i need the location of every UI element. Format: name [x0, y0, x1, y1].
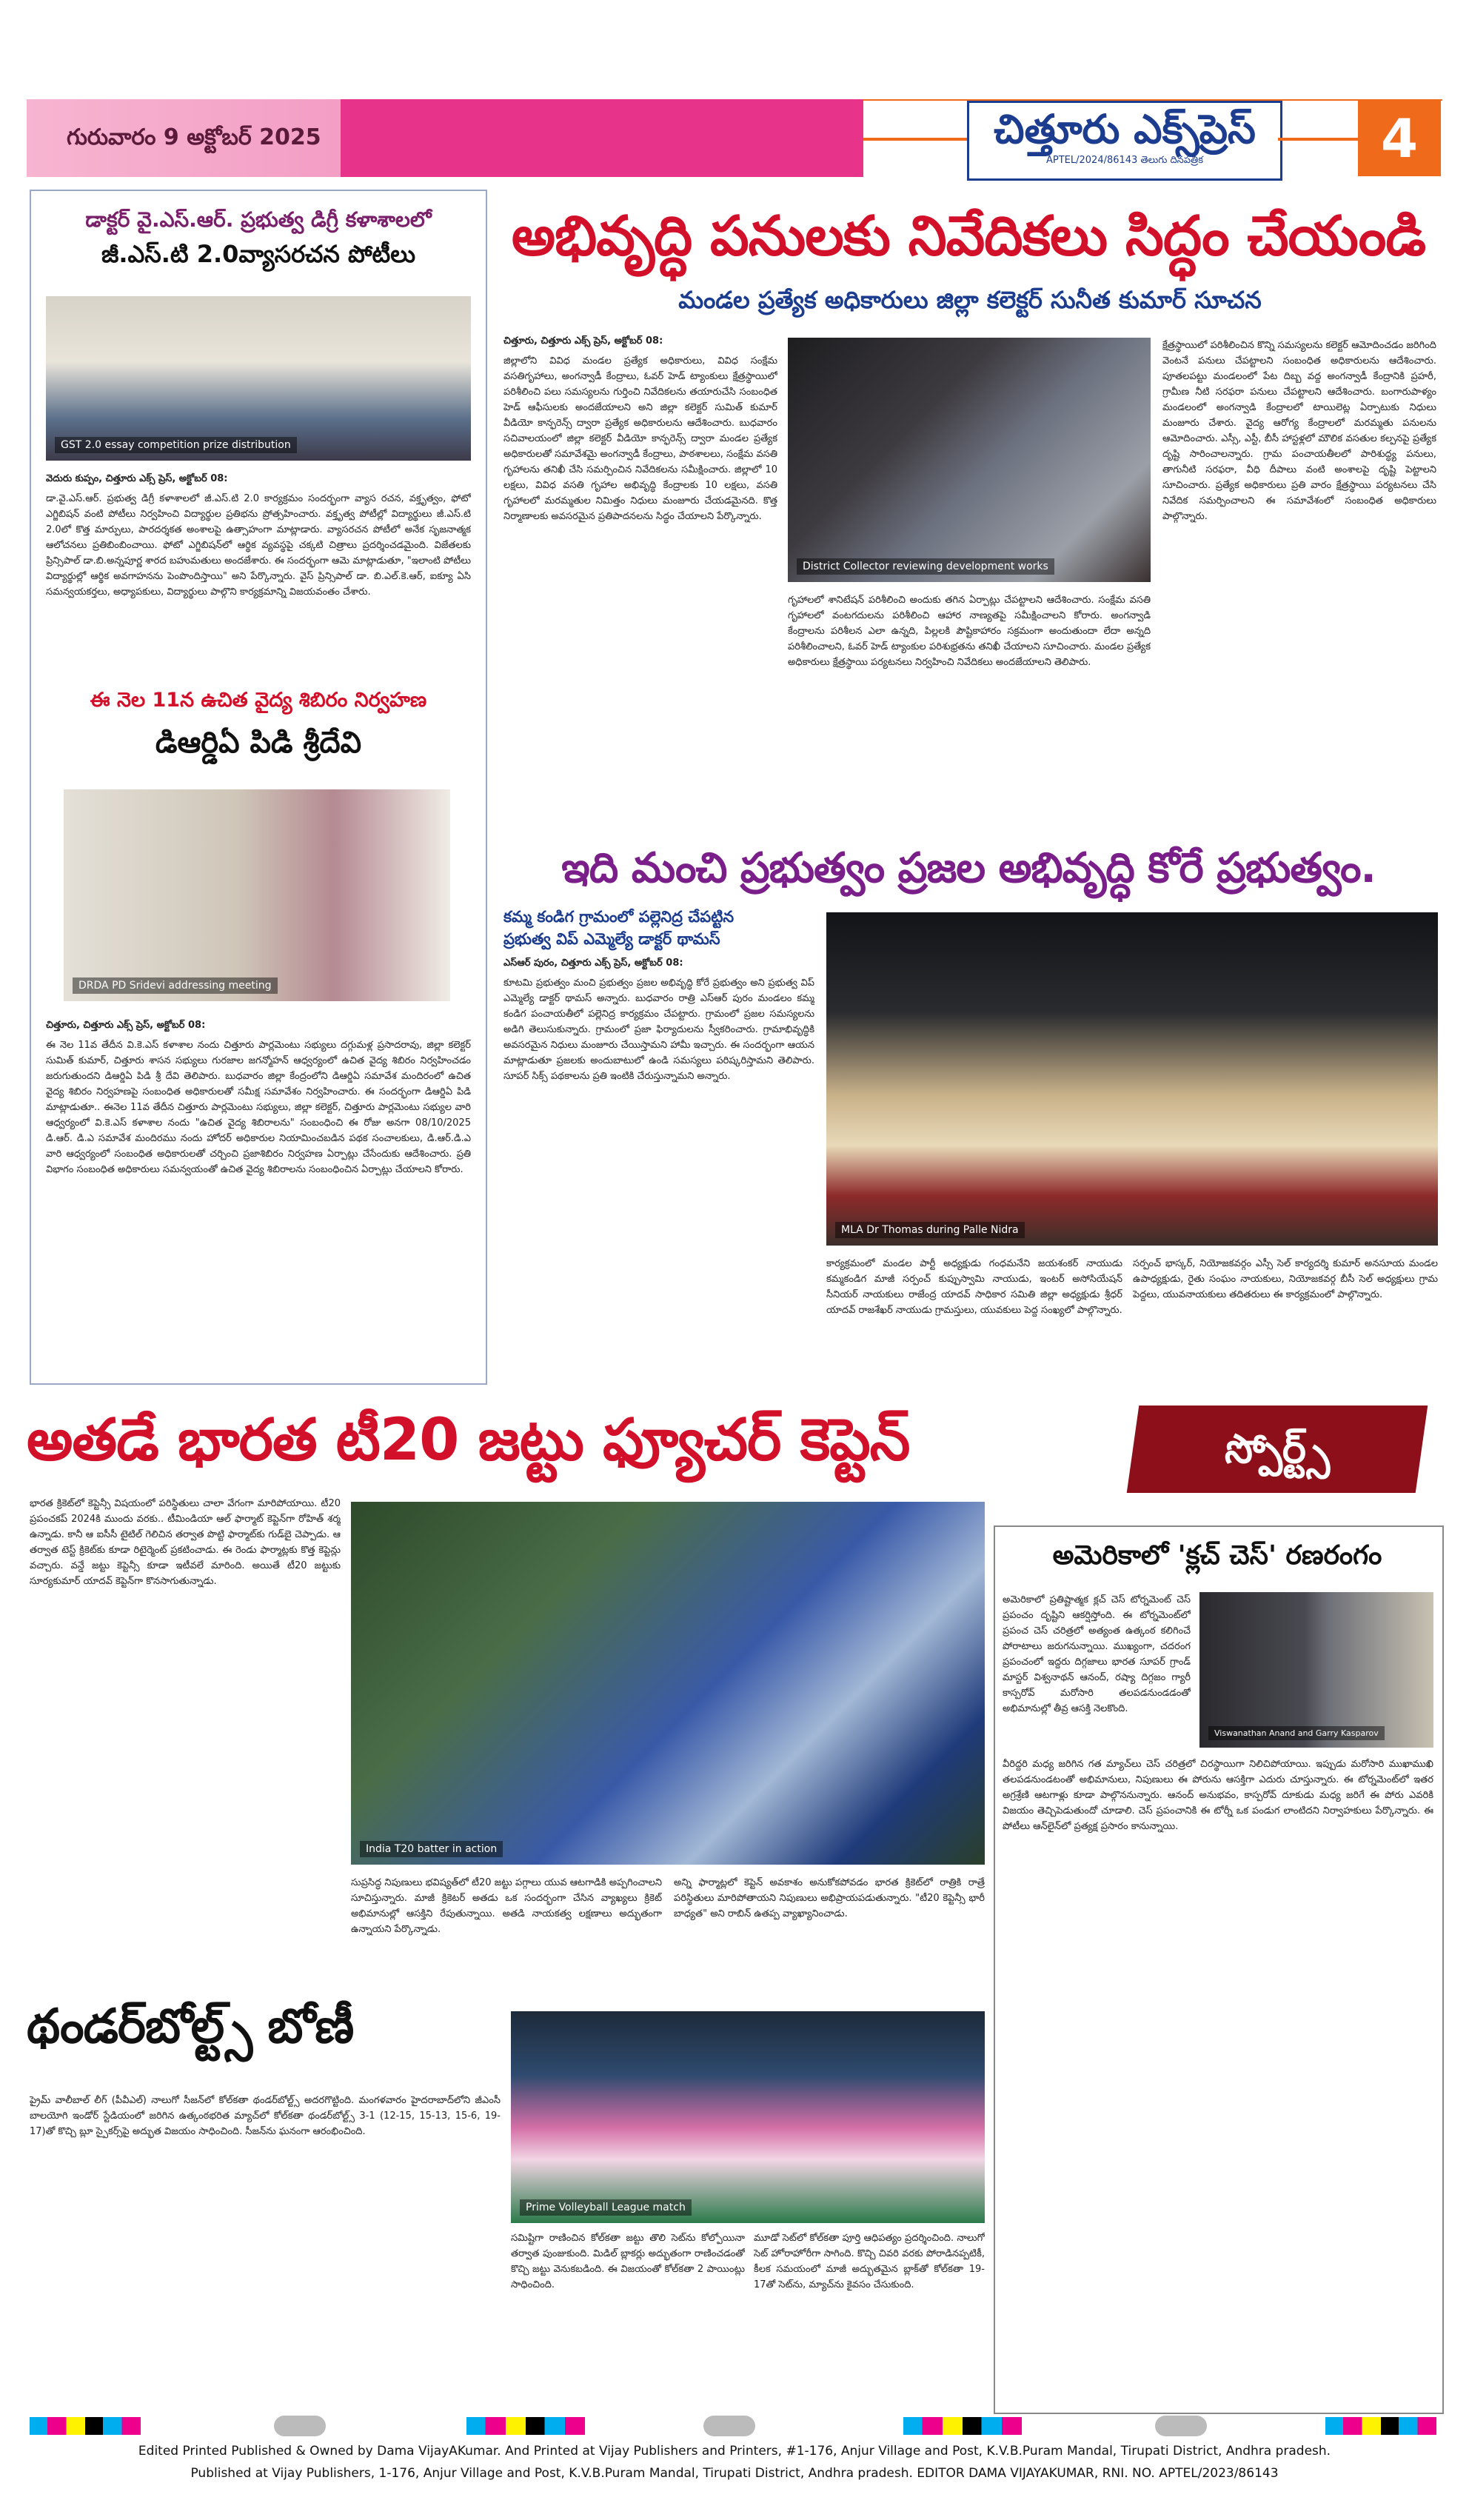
collector-col-3 [1162, 338, 1436, 822]
footer-line-2: Published at Vijay Publishers, 1-176, Anjur Village and Post, K.V.B.Puram Mandal, Tirupati District, Andhra pradesh. EDITOR DAMA VIJAYAKUMAR, RNI. NO. APTEL/2023/86143 [190, 2466, 1279, 2481]
t20-photo [351, 1502, 985, 1865]
chess-col-1 [1003, 1592, 1191, 1751]
color-bar-center [466, 2417, 585, 2435]
collector-dateline: చిత్తూరు, చిత్తూరు ఎక్స్ ప్రెస్, అక్టోబర్ 08: [503, 335, 663, 347]
issue-date: గురువారం 9 అక్టోబర్ 2025 [67, 124, 321, 150]
collector-col-2 [788, 592, 1151, 822]
chess-body-2: వీరిద్దరి మధ్య జరిగిన గత మ్యాచ్‌లు చెస్ చరిత్రలో చిరస్థాయిగా నిలిచిపోయాయి. ఇప్పుడు మరోసారి ముఖాముఖి తలపడనుండటంతో అభిమానులు, నిపుణులు ఈ పోరును ఆసక్తిగా ఎదురు చూస్తున్నారు. ఈ టోర్నమెంట్‌లో ఇతర అగ్రశ్రేణి ఆటగాళ్లు కూడా పాల్గొననున్నారు. ఆనంద్ అనుభవం, కాస్పరోవ్ దూకుడు మధ్య జరిగే ఈ పోరు ఎవరికి విజయం తెచ్చిపెడుతుందో చూడాలి. చెస్ ప్రపంచానికి ఈ టోర్నీ ఒక పండుగ లాంటిదని నిర్వాహకులు పేర్కొన్నారు. ఈ పోటీలు ఆన్‌లైన్‌లో ప్రత్యక్ష ప్రసారం కానున్నాయి. [1003, 1759, 1433, 1832]
logo-subtitle: APTEL/2024/86143 తెలుగు దినపత్రిక [1046, 155, 1203, 166]
t20-col-1 [30, 1496, 341, 1992]
mla-photo-caption: MLA Dr Thomas during Palle Nidra [835, 1222, 1025, 1238]
mla-photo [826, 912, 1438, 1246]
t20-headline: అతడే భారత టీ20 జట్టు ఫ్యూచర్ కెప్టెన్ [27, 1407, 910, 1474]
gst-body [46, 471, 471, 678]
t20-body-2: సుప్రసిద్ధ నిపుణులు భవిష్యత్‌లో టీ20 జట్టు పగ్గాలు యువ ఆటగాడికి అప్పగించాలని సూచిస్తున్నారు. మాజీ క్రికెటర్ అతడు ఒక సందర్భంగా చేసిన వ్యాఖ్యలు క్రికెట్ అభిమానుల్లో ఆసక్తిని రేపుతున్నాయి. అతడి నాయకత్వ లక్షణాలు అద్భుతంగా ఉన్నాయని పేర్కొన్నాడు. [351, 1877, 662, 1935]
collector-subhead: మండల ప్రత్యేక అధికారులు జిల్లా కలెక్టర్ సునీత కుమార్ సూచన [678, 286, 1262, 314]
volley-body-1: ప్రైమ్ వాలీబాల్ లీగ్ (పీవీఎల్) నాలుగో సీజన్‌లో కోల్‌కతా థండర్‌బోల్ట్స్ అదరగొట్టింది. మంగళవారం హైదరాబాద్‌లోని జీఎంసీ బాలయోగి ఇండోర్ స్టేడియంలో జరిగిన ఉత్కంఠభరిత మ్యాచ్‌లో కోల్‌కతా థండర్‌బోల్ట్స్ 3-1 (12-15, 15-13, 15-6, 19-17)తో కొచ్చి బ్లూ స్పైకర్స్‌పై అద్భుత విజయం సాధించింది. సీజన్‌ను ఘనంగా ఆరంభించింది. [30, 2095, 501, 2137]
mla-body-1: కూటమి ప్రభుత్వం మంచి ప్రభుత్వం ప్రజల అభివృద్ధి కోరే ప్రభుత్వం అని ప్రభుత్వ విప్ ఎమ్మెల్యే డాక్టర్ థామస్ అన్నారు. బుధవారం రాత్రి ఎస్ఆర్ పురం మండలం కమ్మ కండిగ పంచాయతీలో పల్లెనిద్ర కార్యక్రమం చేపట్టారు. గ్రామంలో ప్రజల సమస్యలను అడిగి తెలుసుకున్నారు. గ్రామంలో ప్రజా ఫిర్యాదులను స్వీకరించారు. గ్రామాభివృద్ధికి అవసరమైన నిధులు మంజూరు చేయిస్తామని హామీ ఇచ్చారు. ఈ సందర్భంగా ఆయన మాట్లాడుతూ ప్రజలకు అందుబాటులో ఉండి సమస్యలు పరిష్కరిస్తామని తెలిపారు. సూపర్ సిక్స్ పథకాలను ప్రతి ఇంటికి చేరుస్తున్నామని అన్నారు. [503, 977, 814, 1082]
collector-body-1: జిల్లాలోని వివిధ మండల ప్రత్యేక అధికారులు, వివిధ సంక్షేమ వసతిగృహాలు, అంగన్వాడీ కేంద్రాలు, ఓవర్ హెడ్ ట్యాంకులు క్షేత్రస్థాయిలో పరిశీలించి పలు సమస్యలను గుర్తించి నివేదికలను తయారుచేసి సంబంధిత హెడ్ ఆఫీసులకు అందజేయాలని అని జిల్లా కలెక్టర్ సుమిత్ కుమార్ వీడియో కాన్ఫరెన్స్ ద్వారా ప్రత్యేక అధికారులను ఆదేశించారు. బుధవారం సచివాలయంలో జిల్లా కలెక్టర్ వీడియో కాన్ఫరెన్స్ ద్వారా మండల ప్రత్యేక అధికారులతో సమావేశమై అంగన్వాడీ కేంద్రాలు, పాఠశాలలు, సంక్షేమ వసతి గృహాలను తనిఖీ చేసి సమర్పించిన నివేదికలను సమీక్షించారు. జిల్లాలో 10 లక్షలు, వివిధ వసతి గృహాల అభివృద్ధి కేంద్రాలకు 10 లక్షలు, వసతి గృహాలలో మరమ్మతుల నిమిత్తం నిధులు మంజూరు చేయడమైనది. కొత్త నిర్మాణాలకు అవసరమైన ప్రతిపాదనలను సిద్ధం చేయాలని పేర్కొన్నారు. [503, 355, 777, 522]
mla-body-3: సర్పంచ్ భాస్కర్, నియోజకవర్గం ఎస్సీ సెల్ కార్యదర్శి కుమార్ అనసూయ మండల ఉపాధ్యక్షుడు, రైతు సంఘం నాయకులు, నియోజకవర్గ బీసీ సెల్ అధ్యక్షులు గ్రామ పెద్దలు, యువనాయకులు తదితరులు ఈ కార్యక్రమంలో పాల్గొన్నారు. [1133, 1258, 1438, 1300]
health-dateline: చిత్తూరు, చిత్తూరు ఎక్స్ ప్రెస్, అక్టోబర్ 08: [46, 1020, 206, 1031]
color-bar-center-2 [903, 2417, 1022, 2435]
volley-photo [511, 2011, 985, 2223]
gst-photo-caption: GST 2.0 essay competition prize distribution [55, 437, 297, 453]
health-photo-caption: DRDA PD Sridevi addressing meeting [73, 977, 278, 994]
gst-photo [46, 296, 471, 461]
t20-col-3 [674, 1875, 985, 1993]
health-photo [64, 789, 450, 1001]
collector-body-3: క్షేత్రస్థాయిలో పరిశీలించిన కొన్ని సమస్యలను కలెక్టర్ ఆమోదించడం జరిగింది వెంటనే పనులు చేపట్టాలని సంబంధిత అధికారులను ఆదేశించారు. పూతలపట్టు మండలంలో పేట దిబ్బ వద్ద అంగన్వాడీ కేంద్రానికి ప్రహరీ, గ్రామీణ నీటి సరఫరా పనులు చేపట్టాలని ఆదేశించారు. బంగారుపాళ్యం మండలంలో అంగన్వాడి కేంద్రాలలో టాయిలెట్ల ఏర్పాటుకు నిధులు మంజూరు చేశారు. వైద్య ఆరోగ్య కేంద్రాలలో మరమ్మతు పనులను ఆమోదించారు. ఎస్సీ, ఎస్టీ, బీసీ హాస్టళ్లలో మౌలిక వసతుల కల్పనపై ప్రత్యేక దృష్టి సారించాలన్నారు. గ్రామ పంచాయతీలలో పారిశుద్ధ్య పనులు, తాగునీటి సరఫరా, వీధి దీపాలు వంటి అంశాలపై దృష్టి పెట్టాలని సూచించారు. ప్రత్యేక అధికారులు ప్రతి వారం క్షేత్రస్థాయి పర్యటనలు చేసి నివేదిక సమర్పించాలని ఈ సమావేశంలో సంబంధిత అధికారులు పాల్గొన్నారు. [1162, 340, 1436, 522]
mla-col-3 [1133, 1256, 1438, 1380]
gst-dateline: వెదురు కుప్పం, చిత్తూరు ఎక్స్ ప్రెస్, అక్టోబర్ 08: [46, 473, 228, 484]
volley-body-3: మూడో సెట్‌లో కోల్‌కతా పూర్తి ఆధిపత్యం ప్రదర్శించింది. నాలుగో సెట్ హోరాహోరీగా సాగింది. కొచ్చి చివరి వరకు పోరాడినప్పటికీ, కీలక సమయంలో మాజీ అద్భుతమైన బ్లాక్‌తో కోల్‌కతా 19-17తో సెట్‌ను, మ్యాచ్‌ను కైవసం చేసుకుంది. [754, 2233, 985, 2290]
registration-mark-center [703, 2416, 755, 2436]
mla-dateline: ఎస్ఆర్ పురం, చిత్తూరు ఎక్స్ ప్రెస్, అక్టోబర్ 08: [503, 957, 683, 969]
sports-tag-box [1127, 1406, 1428, 1493]
mla-col-2 [826, 1256, 1122, 1380]
mla-body-2: కార్యక్రమంలో మండల పార్టీ అధ్యక్షుడు గంధమనేని జయశంకర్ నాయుడు కమ్మకండిగ మాజీ సర్పంచ్ కుప్పుస్వామి నాయుడు, ఇంటర్ అసోసియేషన్ సీనియర్ నాయకులు రాజేంద్ర యాదవ్ సాధికార సమితి జిల్లా అధ్యక్షుడు శ్రీధర్ యాదవ్ రాజశేఖర్ నాయుడు గ్రామస్తులు, యువకులు పెద్ద సంఖ్యలో పాల్గొన్నారు. [826, 1258, 1122, 1316]
chess-headline: అమెరికాలో 'క్లచ్ చెస్' రణరంగం [1052, 1540, 1382, 1571]
t20-body-1: భారత క్రికెట్‌లో కెప్టెన్సీ విషయంలో పరిస్థితులు చాలా వేగంగా మారిపోయాయి. టీ20 ప్రపంచకప్ 2024కి ముందు వరకు.. టీమిండియా ఆల్ ఫార్మాట్ కెప్టెన్‌గా రోహిత్ శర్మ ఉన్నాడు. కానీ ఆ ఐసీసీ టైటిల్ గెలిచిన తర్వాత పొట్టి ఫార్మాట్‌కు గుడ్‌బై చెప్పాడు. ఆ తర్వాత టెస్ట్ క్రికెట్‌కు కూడా రిటైర్మెంట్ ప్రకటించాడు. ఈ రెండు ఫార్మాట్లకు కొత్త కెప్టెన్లు వచ్చారు. వన్డే జట్టు కెప్టెన్సీ కూడా ఇటీవలే మారింది. అయితే టీ20 జట్టుకు సూర్యకుమార్ యాదవ్ కెప్టెన్‌గా కొనసాగుతున్నాడు. [30, 1498, 341, 1587]
collector-headline: అభివృద్ధి పనులకు నివేదికలు సిద్ధం చేయండి [511, 204, 1426, 268]
health-body [46, 1017, 471, 1373]
page-number: 4 [1380, 107, 1419, 170]
collector-col-1 [503, 333, 777, 822]
chess-col-2 [1003, 1757, 1433, 2405]
volley-col-3 [754, 2230, 985, 2408]
footer-line-1: Edited Printed Published & Owned by Dama VijayAKumar. And Printed at Vijay Publishers and Printers, #1-176, Anjur Village and Post, K.V.B.Puram Mandal, Tirupati District, Andhra pradesh. [138, 2444, 1331, 2459]
sports-tag: స్పోర్ట్స్ [1224, 1426, 1331, 1472]
color-bar-left [30, 2417, 141, 2435]
volley-headline: థండర్‌బోల్ట్స్ బోణీ [27, 1999, 354, 2054]
gst-headline-1: డాక్టర్ వై.ఎస్.ఆర్. ప్రభుత్వ డిగ్రీ కళాశాలలో [85, 207, 432, 232]
orange-rule-right [1278, 138, 1358, 141]
mla-headline: ఇది మంచి ప్రభుత్వం ప్రజల అభివృద్ధి కోరే ప్రభుత్వం. [561, 844, 1376, 892]
logo-title: చిత్తూరు ఎక్స్‌ప్రెస్ [994, 105, 1256, 153]
color-bar-right [1325, 2417, 1436, 2435]
registration-mark-right [1155, 2416, 1207, 2436]
volley-photo-caption: Prime Volleyball League match [520, 2199, 692, 2216]
orange-rule-left [863, 138, 967, 141]
chess-photo-caption: Viswanathan Anand and Garry Kasparov [1208, 1726, 1385, 1740]
collector-photo-caption: District Collector reviewing development works [797, 558, 1054, 575]
gst-body-text: డా.వై.ఎస్.ఆర్. ప్రభుత్వ డిగ్రీ కళాశాలలో జీ.ఎస్.టి 2.0 కార్యక్రమం సందర్భంగా వ్యాస రచన, వక్తృత్వం, ఫోటో ఎగ్జిబిషన్ వంటి పోటీలు నిర్వహించి విద్యార్థుల ప్రతిభను ప్రోత్సహించారు. వక్తృత్వ పోటీల్లో విద్యార్థులు జీ.ఎస్.టి 2.0లో కొత్త మార్పులు, పారదర్శకత అంశాలపై ఉత్సాహంగా మాట్లాడారు. వ్యాసరచన పోటీలో అనేక సృజనాత్మక ఆలోచనలు ప్రతిబింబించాయి. ఫోటో ఎగ్జిబిషన్‌లో ఆర్థిక వ్యవస్థపై చక్కటి చిత్రాలు ప్రదర్శించడమైంది. విజేతలకు ప్రిన్సిపాల్ డా.బి.అన్నపూర్ణ శారద బహుమతులు అందజేశారు. ఈ సందర్భంగా ఆమె మాట్లాడుతూ, "ఇలాంటి పోటీలు విద్యార్థుల్లో ఆర్థిక అవగాహనను పెంపొందిస్తాయి" అని పేర్కొన్నారు. వైస్ ప్రిన్సిపాల్ డా. బి.ఎల్.కె.ఆర్, ఐక్యూ ఏసి సమన్వయకర్తలు, అధ్యాపకులు, విద్యార్థులు పాల్గొని కార్యక్రమాన్ని విజయవంతం చేశారు. [46, 493, 471, 598]
chess-photo [1199, 1592, 1433, 1748]
collector-photo [788, 338, 1151, 582]
t20-photo-caption: India T20 batter in action [360, 1841, 503, 1857]
volley-col-2 [511, 2230, 745, 2408]
health-byline: డిఆర్డిఏ పిడి శ్రీదేవి [155, 726, 362, 760]
registration-mark-left [274, 2416, 326, 2436]
chess-body-1: అమెరికాలో ప్రతిష్టాత్మక క్లచ్ చెస్ టోర్నమెంట్ చెస్ ప్రపంచం దృష్టిని ఆకర్షిస్తోంది. ఈ టోర్నమెంట్‌లో ప్రపంచ చెస్ చరిత్రలో అత్యంత ఉత్కంఠ కలిగించే పోరాటాలు జరుగనున్నాయి. ముఖ్యంగా, చదరంగ ప్రపంచంలో ఇద్దరు దిగ్గజాలు భారత సూపర్ గ్రాండ్ మాస్టర్ విశ్వనాథన్ ఆనంద్, రష్యా దిగ్గజం గ్యారీ కాస్పరోవ్ మరోసారి తలపడనుండడంతో అభిమానుల్లో తీవ్ర ఆసక్తి నెలకొంది. [1003, 1594, 1191, 1714]
mla-subhead-2: ప్రభుత్వ విప్ ఎమ్మెల్యే డాక్టర్ థామస్ [503, 930, 720, 948]
collector-body-2: గృహాలలో శానిటేషన్ పరిశీలించి అందుకు తగిన ఏర్పాట్లు చేపట్టాలని ఆదేశించారు. సంక్షేమ వసతి గృహాలలో వంటగదులను పరిశీలించి ఆహార నాణ్యతపై సమీక్షించాలని కోరారు. అంగన్వాడి కేంద్రాలను పరిశీలన ఎలా ఉన్నది, పిల్లలకి పౌష్టికాహారం సక్రమంగా అందుతుందా లేదా అన్నది పరిశీలించాలని, ఓవర్ హెడ్ ట్యాంకుల పరిశుభ్రతను తనిఖీ చేయాలని సూచించారు. మండల ప్రత్యేక అధికారులు క్షేత్రస్థాయి పర్యటనలు నిర్వహించి నివేదికలు అందజేయాలని తెలిపారు. [788, 595, 1151, 668]
t20-body-3: అన్ని ఫార్మాట్లలో కెప్టెన్ అవకాశం అనుకోకపోవడం భారత క్రికెట్‌లో రాత్రికి రాత్రే పరిస్థితులు మారిపోతాయని నిపుణులు అభిప్రాయపడుతున్నారు. "టీ20 కెప్టెన్సీ భారీ బాధ్యత" అని రాబిన్ ఉతప్ప వ్యాఖ్యానించాడు. [674, 1877, 985, 1919]
health-body-text: ఈ నెల 11వ తేదీన వి.కె.ఎస్ కళాశాల నందు చిత్తూరు పార్లమెంటు సభ్యులు దగ్గుమళ్ల ప్రసాదరావు, జిల్లా కలెక్టర్ సుమిత్ కుమార్, చిత్తూరు శాసన సభ్యులు గురజాల జగన్మోహన్ ఆధ్వర్యంలో ఉచిత వైద్య శిబిరం నిర్వహించడం జరుగుతుందని డిఆర్డిఏ పిడి శ్రీ దేవి తెలిపారు. బుధవారం జిల్లా కేంద్రంలోని డిఆర్డిఏ సమావేశ మందిరంలో ఉచిత వైద్య శిబిరం నిర్వహణపై సంబంధిత అధికారులతో సమీక్ష సమావేశం నిర్వహించారు. ఈ సందర్భంగా డిఆర్డిఏ పిడి మాట్లాడుతూ.. ఈనెల 11వ తేదీన చిత్తూరు పార్లమెంటు సభ్యులు, జిల్లా కలెక్టర్, చిత్తూరు పార్లమెంటు సభ్యుల వారి ఆధ్వర్యంలో వి.కె.ఎస్ కళాశాల నందు "ఉచిత వైద్య శిబిరాలను" సంబంధించి ఈ రోజు అనగా 08/10/2025 డి.ఆర్. డి.ఎ సమావేశ మందిరము నందు హోదర్ అధికారుల నియామించబడిన పథక సంచాలకులు, డి.ఆర్.డి.ఎ వారి ఆధ్వర్యంలో సంబంధిత అధికారులతో చర్చించి ప్రజాశిబిరం నిర్వహణ ఏర్పాట్లు చేసేందుకు ఆదేశించారు. ప్రతి విభాగం సంబంధిత అధికారులు సమన్వయంతో ఉచిత వైద్య శిబిరాలను సంబంధించిన ఏర్పాట్లు చేయాలని కోరారు. [46, 1040, 471, 1175]
mla-col-1 [503, 955, 814, 1244]
date-band-dark [341, 99, 863, 177]
masthead-logo [967, 101, 1282, 181]
health-kicker: ఈ నెల 11న ఉచిత వైద్య శిబిరం నిర్వహణ [90, 689, 427, 712]
t20-col-2 [351, 1875, 662, 1993]
volley-body-2: సమిష్టిగా రాణించిన కోల్‌కతా జట్టు తొలి సెట్‌ను కోల్పోయినా తర్వాత పుంజుకుంది. మిడిల్ బ్లాకర్లు అద్భుతంగా రాణించడంతో కొచ్చి జట్టు వెనుకబడింది. ఈ విజయంతో కోల్‌కతా 2 పాయింట్లు సాధించింది. [511, 2233, 745, 2290]
gst-headline-2: జీ.ఎస్.టి 2.0వ్యాసరచన పోటీలు [101, 240, 416, 268]
mla-subhead-1: కమ్మ కండిగ గ్రామంలో పల్లెనిద్ర చేపట్టిన [503, 908, 734, 926]
page-number-box [1358, 101, 1441, 176]
volley-col-1 [30, 2093, 501, 2408]
